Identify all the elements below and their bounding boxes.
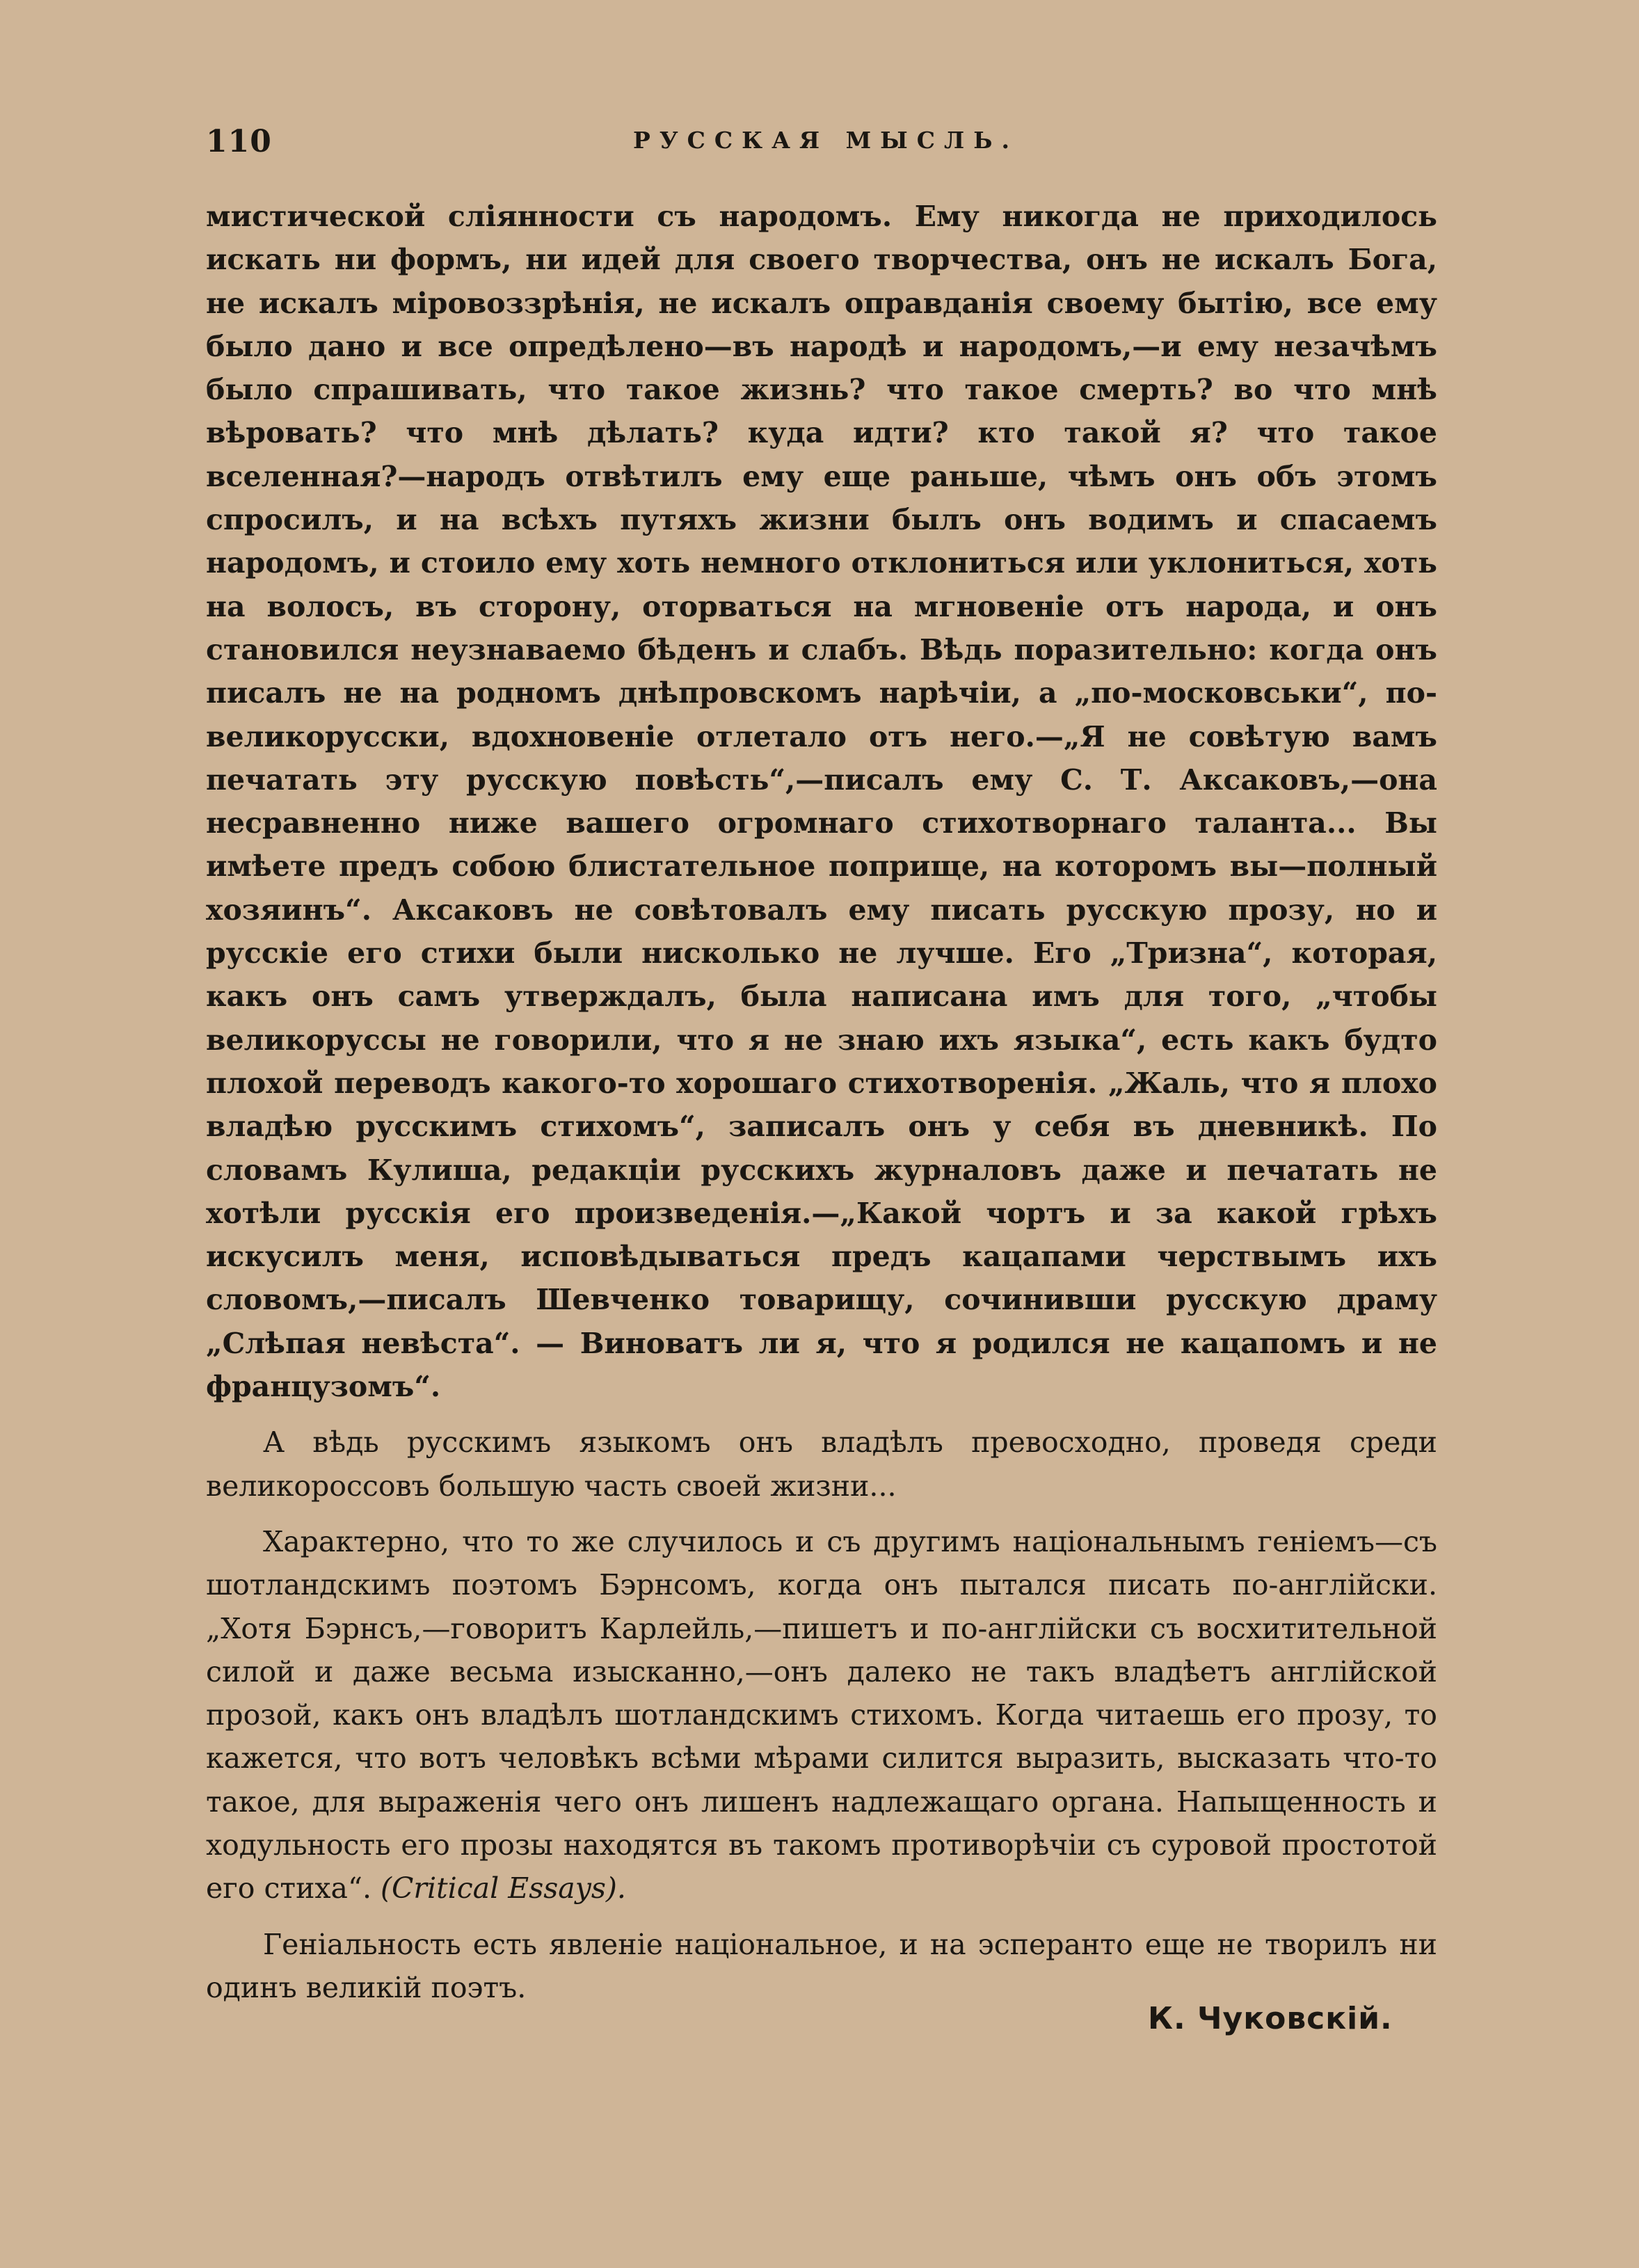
article-body	[206, 195, 1437, 2009]
paragraph-conclusion: Генiальность есть явленiе нацiональное, и на эсперанто еще не творилъ ни одинъ великiй поэтъ.	[206, 1927, 1437, 2004]
running-title: РУССКАЯ МЫСЛЬ.	[633, 127, 1018, 154]
page-header	[206, 124, 1437, 173]
author-signature: К. Чуковскiй.	[1148, 2001, 1393, 2036]
paragraph-continued: мистической слiянности съ народомъ. Ему никогда не приходилось искать ни формъ, ни идей для своего творчества, онъ не искалъ Бога, не искалъ мiровоззрѣнiя, не искалъ оправданiя своему бытiю, все ему было дано и все опредѣлено—въ народѣ и народомъ,—и ему незачѣмъ было спрашивать, что такое жизнь? что такое смерть? во что мнѣ вѣровать? что мнѣ дѣлать? куда идти? кто такой я? что такое вселенная?—народъ отвѣтилъ ему еще раньше, чѣмъ онъ объ этомъ спросилъ, и на всѣхъ путяхъ жизни былъ онъ водимъ и спасаемъ народомъ, и стоило ему хоть немного отклониться или уклониться, хоть на волосъ, въ сторону, оторваться на мгновенiе отъ народа, и онъ становился неузнаваемо бѣденъ и слабъ. Вѣдь поразительно: когда онъ писалъ не на родномъ днѣпровскомъ нарѣчiи, а „по-московськи“, по-великорусски, вдохновенiе отлетало отъ него.—„Я не совѣтую вамъ печатать эту русскую повѣсть“,—писалъ ему С. Т. Аксаковъ,—она несравненно ниже вашего огромнаго стихотворнаго таланта... Вы имѣете предъ собою блистательное поприще, на которомъ вы—полный хозяинъ“. Аксаковъ не совѣтовалъ ему писать русскую прозу, но и русскiе его стихи были нисколько не лучше. Его „Тризна“, которая, какъ онъ самъ утверждалъ, была написана имъ для того, „чтобы великоруссы не говорили, что я не знаю ихъ языка“, есть какъ будто плохой переводъ какого-то хорошаго стихотворенiя. „Жаль, что я плохо владѣю русскимъ стихомъ“, записалъ онъ у себя въ дневникѣ. По словамъ Кулиша, редакцiи русскихъ журналовъ даже и печатать не хотѣли русскiя его произведенiя.—„Какой чортъ и за какой грѣхъ искусилъ меня, исповѣдываться предъ кацапами черствымъ ихъ словомъ,—писалъ Шевченко товарищу, сочинивши русскую драму „Слѣпая невѣста“. — Виноватъ ли я, что я родился не кацапомъ и не французомъ“.	[206, 200, 1437, 1404]
paragraph-burns	[206, 1520, 1437, 1910]
paragraph: А вѣдь русскимъ языкомъ онъ владѣлъ превосходно, проведя среди великороссовъ большую часть своей жизни...	[206, 1426, 1437, 1503]
paragraph-burns-text: Характерно, что то же случилось и съ другимъ нацiональнымъ генiемъ—съ шотландскимъ поэтомъ Бэрнсомъ, когда онъ пытался писать по-англiйски. „Хотя Бэрнсъ,—говоритъ Карлейль,—пишетъ и по-англiйски съ восхитительной силой и даже весьма изысканно,—онъ далеко не такъ владѣетъ англiйской прозой, какъ онъ владѣлъ шотландскимъ стихомъ. Когда читаешь его прозу, то кажется, что вотъ человѣкъ всѣми мѣрами силится выразить, высказать что-то такое, для выраженiя чего онъ лишенъ надлежащаго органа. Напыщенность и ходульность его прозы находятся въ такомъ противорѣчiи съ суровой простотой его стиха“.	[206, 1524, 1437, 1906]
page-number: 110	[206, 124, 272, 159]
citation: (Critical Essays).	[381, 1871, 626, 1906]
